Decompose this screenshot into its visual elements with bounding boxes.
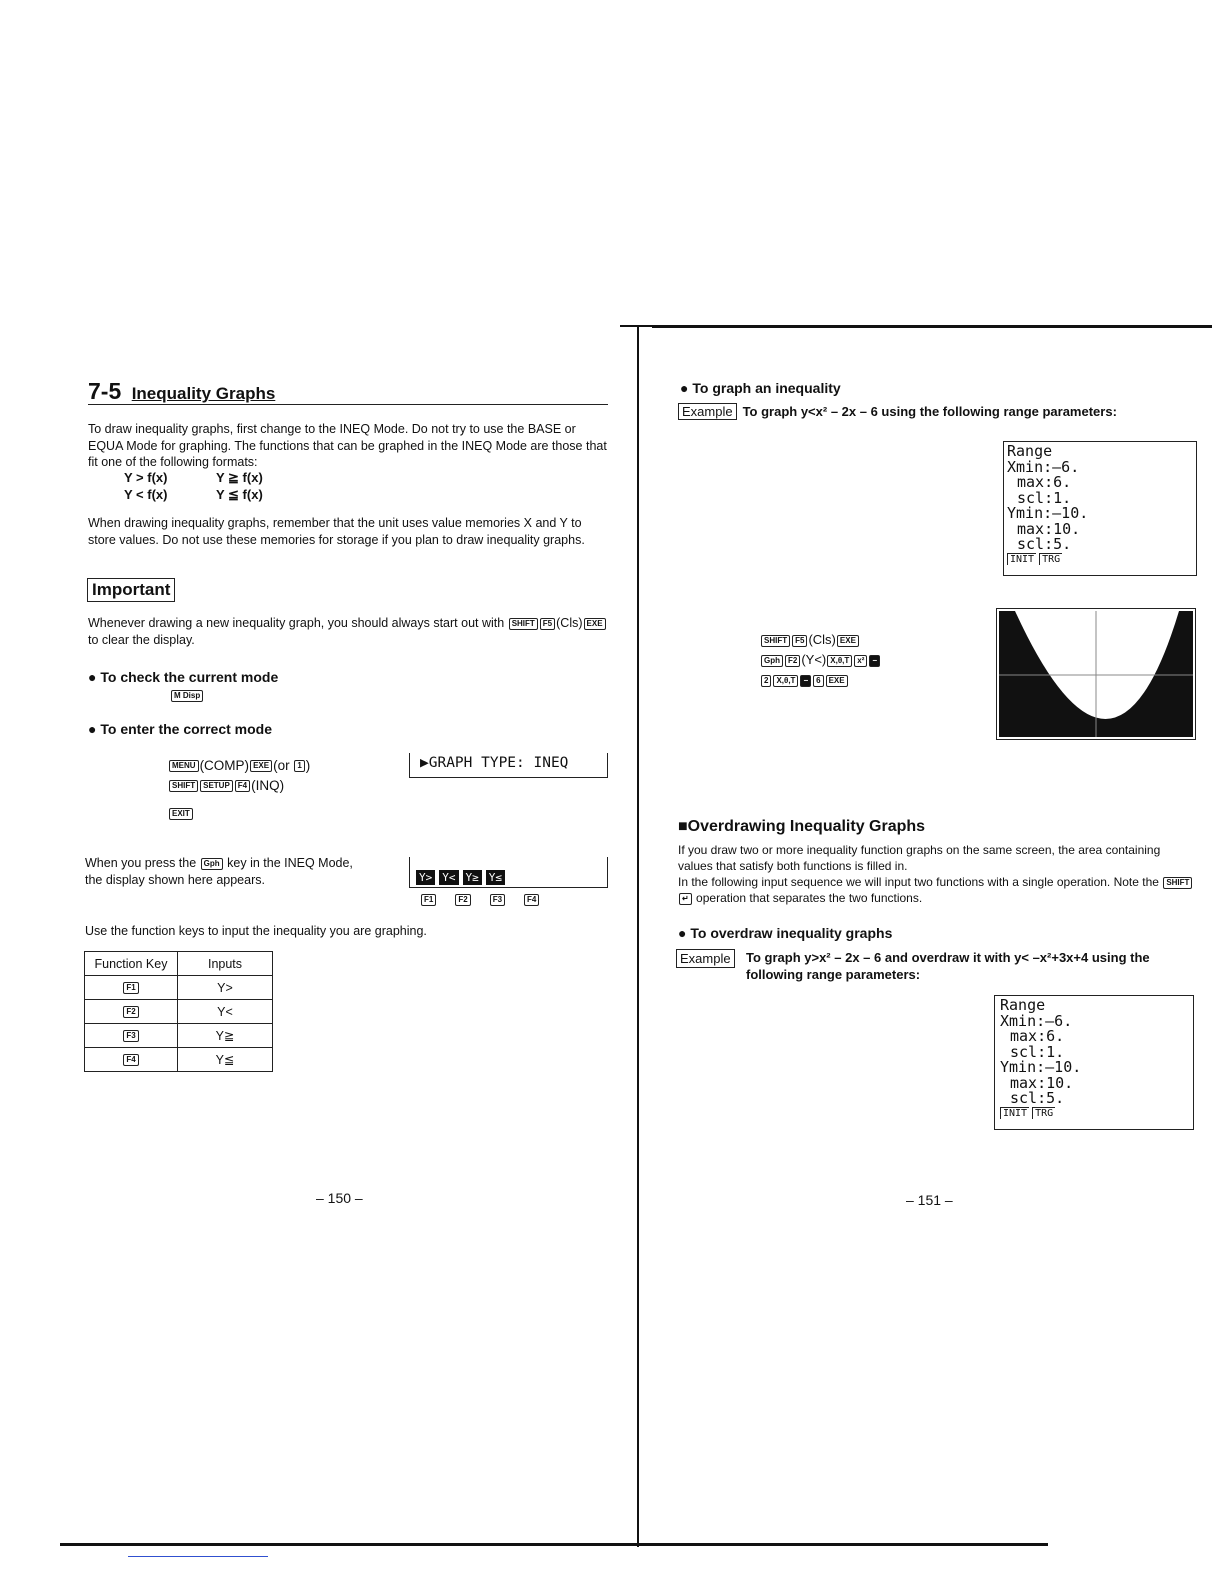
ks-xot-2: X,θ,T xyxy=(773,675,798,687)
ks-6: 6 xyxy=(813,675,823,687)
important-text-2: (Cls) xyxy=(556,616,583,630)
enter-line1: (COMP) xyxy=(199,758,250,773)
intro-paragraph: To draw inequality graphs, first change to the INEQ Mode. Do not try to use the BASE or EQUA Mode for graphing. The functions that can be graphed in the INEQ Mode are those that fit one of the following formats: xyxy=(88,422,607,469)
page-number-left: – 150 – xyxy=(316,1190,363,1206)
softkey-2: Y< xyxy=(439,870,458,885)
key-sequence-1 xyxy=(760,630,881,690)
overdraw-p1: If you draw two or more inequality function graphs on the same screen, the area containing values that satisfy both functions is filled in. xyxy=(678,843,1161,873)
enter-heading: ● To enter the correct mode xyxy=(88,721,273,737)
range2-trg: TRG xyxy=(1032,1107,1055,1119)
range1-line-3: scl:1. xyxy=(1017,488,1072,507)
top-rule-left xyxy=(620,325,652,327)
important-label: Important xyxy=(92,580,171,599)
softkey-display xyxy=(409,857,608,888)
important-box xyxy=(87,578,175,602)
bottom-rule xyxy=(60,1543,1048,1546)
exe-key-2: EXE xyxy=(250,760,272,772)
fkey-row xyxy=(420,891,540,909)
important-text xyxy=(88,615,608,648)
important-text-1: Whenever drawing a new inequality graph, you should always start out with xyxy=(88,616,505,630)
table-input-4: Y≦ xyxy=(178,1048,273,1072)
graph-type-display xyxy=(409,753,608,778)
table-row xyxy=(85,976,273,1000)
graph-key-note-2: key in the INEQ Mode, xyxy=(227,856,353,870)
overdraw-heading: ■Overdrawing Inequality Graphs xyxy=(678,818,926,835)
m-disp-key: M Disp xyxy=(171,690,203,702)
inequality-graph xyxy=(997,609,1195,739)
enter-line1b: (or xyxy=(273,758,290,773)
range1-line-2: max:6. xyxy=(1017,473,1072,491)
format-2: Y ≧ f(x) xyxy=(216,470,263,485)
keyseq-2: (Y<) xyxy=(801,652,827,667)
range1-trg: TRG xyxy=(1039,553,1062,565)
table-row xyxy=(85,1024,273,1048)
table-header-row xyxy=(85,952,273,976)
ks-square: x² xyxy=(854,655,867,667)
overdraw-p2 xyxy=(678,874,1196,906)
table-fkey-2: F2 xyxy=(123,1006,138,1018)
function-key-table xyxy=(84,951,273,1072)
ks-minus-2: − xyxy=(800,675,811,687)
shift-key-2: SHIFT xyxy=(169,780,198,792)
softkey-4: Y≤ xyxy=(486,870,505,885)
table-input-1: Y> xyxy=(178,976,273,1000)
od-shift-key: SHIFT xyxy=(1163,877,1192,889)
ks-f5: F5 xyxy=(792,635,807,647)
ks-2: 2 xyxy=(761,675,771,687)
bottom-link-line xyxy=(128,1556,268,1557)
softkey-row xyxy=(416,866,509,885)
ks-xot: X,θ,T xyxy=(827,655,852,667)
range-display-1 xyxy=(1003,441,1197,576)
enter-line2: (INQ) xyxy=(251,778,285,793)
f4-key: F4 xyxy=(235,780,250,792)
format-1: Y > f(x) xyxy=(124,470,168,485)
range1-line-5: max:10. xyxy=(1017,519,1081,538)
range2-line-3: scl:1. xyxy=(1010,1042,1065,1061)
range2-line-2: max:6. xyxy=(1010,1027,1065,1045)
range1-line-4: Ymin:–10. xyxy=(1007,504,1089,522)
exe-key: EXE xyxy=(584,618,606,630)
ks-exe-2: EXE xyxy=(826,675,848,687)
overdraw-p2-text: In the following input sequence we will input two functions with a single operation. Note the xyxy=(678,875,1159,889)
ks-minus: − xyxy=(869,655,880,667)
section-number: 7-5 xyxy=(88,378,122,404)
example-2 xyxy=(676,949,1196,983)
ks-f2: F2 xyxy=(785,655,800,667)
graph-key: Gph xyxy=(201,858,223,870)
memory-note: When drawing inequality graphs, remember that the unit uses value memories X and Y to store values. Do not use these memories for storage if you plan to draw inequality graphs. xyxy=(88,516,585,547)
example-1 xyxy=(678,404,1117,419)
range2-line-1: Xmin:–6. xyxy=(1000,1011,1073,1030)
graph-heading: ● To graph an inequality xyxy=(680,380,841,396)
range2-line-5: max:10. xyxy=(1010,1073,1074,1092)
range2-init: INIT xyxy=(1000,1107,1029,1119)
table-row xyxy=(85,1048,273,1072)
fkey-1: F1 xyxy=(421,894,436,906)
one-key: 1 xyxy=(294,760,304,772)
range2-line-0: Range xyxy=(1000,996,1046,1014)
f5-key: F5 xyxy=(540,618,555,630)
overdraw-sub: ● To overdraw inequality graphs xyxy=(678,925,893,941)
shift-key: SHIFT xyxy=(509,618,538,630)
overdraw-heading-text: Overdrawing Inequality Graphs xyxy=(687,818,926,835)
check-heading: ● To check the current mode xyxy=(88,669,279,685)
range1-init: INIT xyxy=(1007,553,1036,565)
enter-heading-text: To enter the correct mode xyxy=(100,721,273,737)
important-text-3: to clear the display. xyxy=(88,632,195,647)
example-text-1: To graph y<x² – 2x – 6 using the following range parameters: xyxy=(742,404,1117,419)
softkey-1: Y> xyxy=(416,870,435,885)
check-heading-text: To check the current mode xyxy=(100,669,279,685)
example-label-2: Example xyxy=(676,949,735,968)
od-enter-key: ↵ xyxy=(679,893,692,905)
table-fkey-1: F1 xyxy=(123,982,138,994)
range1-line-0: Range xyxy=(1007,442,1053,460)
setup-key: SETUP xyxy=(200,780,233,792)
keyseq-1: (Cls) xyxy=(808,632,836,647)
ks-shift: SHIFT xyxy=(761,635,790,647)
section-heading xyxy=(88,378,608,405)
example-label-1: Example xyxy=(678,403,737,420)
example-text-2: To graph y>x² – 2x – 6 and overdraw it with y< –x²+3x+4 using the following range parameters: xyxy=(746,950,1150,982)
graph-key-note xyxy=(85,855,385,888)
ks-graph: Gph xyxy=(761,655,783,667)
table-input-2: Y< xyxy=(178,1000,273,1024)
section-title: Inequality Graphs xyxy=(131,384,276,403)
top-rule-right xyxy=(652,325,1212,328)
formats-block xyxy=(124,469,263,503)
inequality-graph-screen xyxy=(996,608,1196,740)
table-header-inputs: Inputs xyxy=(178,952,273,976)
overdraw-sub-text: To overdraw inequality graphs xyxy=(690,925,893,941)
fkey-4: F4 xyxy=(524,894,539,906)
table-header-key: Function Key xyxy=(85,952,178,976)
format-4: Y ≦ f(x) xyxy=(216,487,263,502)
table-row xyxy=(85,1000,273,1024)
overdraw-p3-text: operation that separates the two functions. xyxy=(696,891,923,905)
menu-key: MENU xyxy=(169,760,199,772)
range1-line-6: scl:5. xyxy=(1017,535,1072,553)
graph-key-note-1: When you press the xyxy=(85,856,197,870)
use-fkeys-text: Use the function keys to input the inequality you are graphing. xyxy=(85,924,427,938)
spine-line xyxy=(637,325,639,1547)
format-3: Y < f(x) xyxy=(124,487,168,502)
softkey-3: Y≥ xyxy=(463,870,482,885)
fkey-3: F3 xyxy=(490,894,505,906)
table-fkey-4: F4 xyxy=(123,1054,138,1066)
table-fkey-3: F3 xyxy=(123,1030,138,1042)
enter-steps xyxy=(168,756,310,796)
enter-line1c: ) xyxy=(305,758,311,773)
graph-heading-text: To graph an inequality xyxy=(692,380,841,396)
fkey-2: F2 xyxy=(455,894,470,906)
ks-exe: EXE xyxy=(837,635,859,647)
graph-type-text: ▶GRAPH TYPE: INEQ xyxy=(420,755,569,771)
table-input-3: Y≧ xyxy=(178,1024,273,1048)
range2-line-4: Ymin:–10. xyxy=(1000,1058,1082,1076)
range2-line-6: scl:5. xyxy=(1010,1089,1065,1107)
range-display-2 xyxy=(994,995,1194,1130)
page-number-right: – 151 – xyxy=(906,1192,953,1208)
range1-line-1: Xmin:–6. xyxy=(1007,457,1080,476)
graph-key-note-3: the display shown here appears. xyxy=(85,872,265,887)
exit-key: EXIT xyxy=(169,808,193,820)
